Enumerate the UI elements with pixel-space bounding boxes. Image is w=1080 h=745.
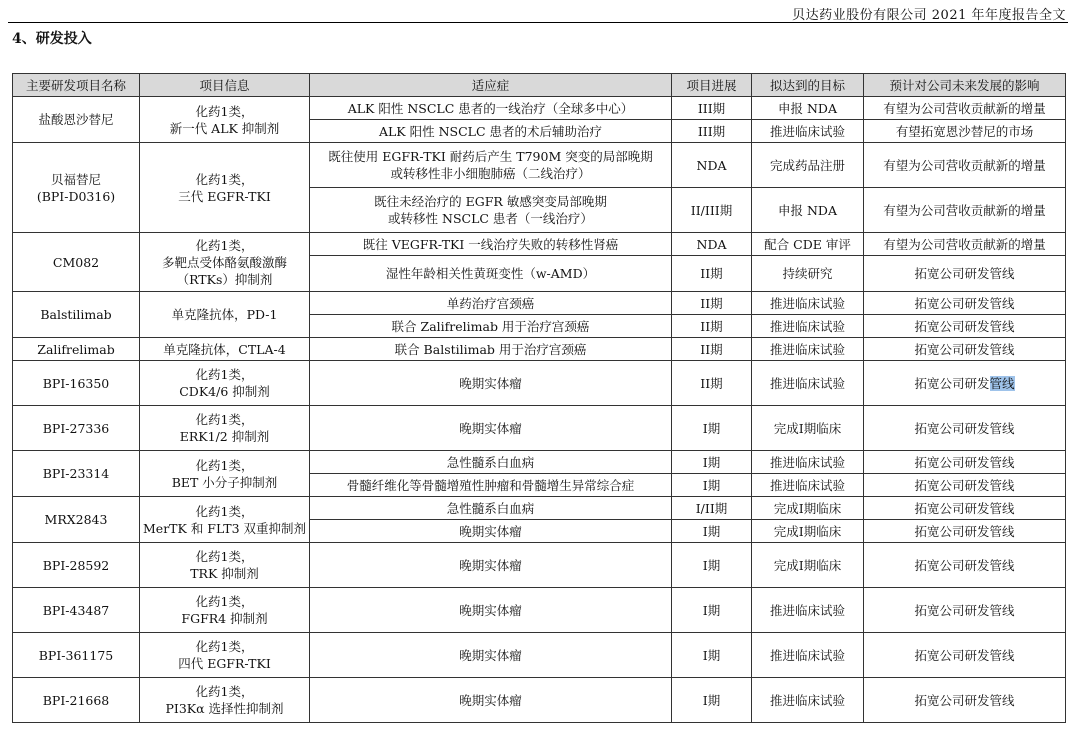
project-name: BPI-16350: [13, 361, 140, 406]
col-header-impact: 预计对公司未来发展的影响: [864, 74, 1066, 97]
stage: I期: [672, 474, 752, 497]
rd-projects-table: [12, 73, 1066, 723]
indication: ALK 阳性 NSCLC 患者的一线治疗（全球多中心）: [310, 97, 672, 120]
project-info: [140, 451, 310, 497]
indication: 湿性年龄相关性黄斑变性（w-AMD）: [310, 256, 672, 292]
goal: 申报 NDA: [752, 188, 864, 233]
indication: 晚期实体瘤: [310, 678, 672, 723]
indication: 骨髓纤维化等骨髓增殖性肿瘤和骨髓增生异常综合症: [310, 474, 672, 497]
info-line: 新一代 ALK 抑制剂: [169, 120, 280, 136]
indication: 晚期实体瘤: [310, 406, 672, 451]
impact: 拓宽公司研发管线: [864, 543, 1066, 588]
goal: 推进临床试验: [752, 120, 864, 143]
info-line: 化药1类，: [195, 367, 254, 382]
indication: 急性髓系白血病: [310, 451, 672, 474]
info-line: 化药1类，: [195, 412, 254, 427]
indication: 联合 Zalifrelimab 用于治疗宫颈癌: [310, 315, 672, 338]
stage: NDA: [672, 143, 752, 188]
stage: I期: [672, 678, 752, 723]
indication: 急性髓系白血病: [310, 497, 672, 520]
table-row: [13, 406, 1066, 451]
info-line: 化药1类，: [195, 171, 254, 187]
impact: 拓宽公司研发管线: [864, 315, 1066, 338]
project-name: CM082: [13, 233, 140, 292]
stage: III期: [672, 97, 752, 120]
goal: 完成I期临床: [752, 497, 864, 520]
header-divider: [8, 22, 1068, 23]
info-line: 四代 EGFR-TKI: [178, 656, 271, 671]
project-info: [140, 361, 310, 406]
indication: 晚期实体瘤: [310, 543, 672, 588]
goal: 完成I期临床: [752, 543, 864, 588]
impact: 拓宽公司研发管线: [864, 497, 1066, 520]
stage: II/III期: [672, 188, 752, 233]
info-line: 化药1类，: [195, 639, 254, 654]
project-name: Balstilimab: [13, 292, 140, 338]
stage: III期: [672, 120, 752, 143]
goal: 推进临床试验: [752, 292, 864, 315]
col-header-stage: 项目进展: [672, 74, 752, 97]
indication: 晚期实体瘤: [310, 633, 672, 678]
info-line: CDK4/6 抑制剂: [179, 384, 270, 399]
indication: 单药治疗宫颈癌: [310, 292, 672, 315]
goal: 推进临床试验: [752, 678, 864, 723]
goal: 完成I期临床: [752, 406, 864, 451]
info-line: （RTKs）抑制剂: [176, 271, 273, 287]
col-header-goal: 拟达到的目标: [752, 74, 864, 97]
project-name: 盐酸恩沙替尼: [13, 97, 140, 143]
indication-line: 或转移性非小细胞肺癌（二线治疗）: [390, 166, 591, 181]
name-line: 贝福替尼: [50, 171, 101, 187]
col-header-project: 主要研发项目名称: [13, 74, 140, 97]
project-info: [140, 497, 310, 543]
stage: II期: [672, 292, 752, 315]
project-name: BPI-361175: [13, 633, 140, 678]
goal: 推进临床试验: [752, 315, 864, 338]
table-row: [13, 143, 1066, 188]
impact: 有望为公司营收贡献新的增量: [864, 97, 1066, 120]
project-name: BPI-28592: [13, 543, 140, 588]
impact: 拓宽公司研发管线: [864, 338, 1066, 361]
table-row: [13, 497, 1066, 520]
stage: I期: [672, 451, 752, 474]
table-row: [13, 97, 1066, 120]
info-line: BET 小分子抑制剂: [171, 474, 278, 490]
goal: 完成I期临床: [752, 520, 864, 543]
info-line: 化药1类，: [195, 503, 254, 519]
project-name: BPI-43487: [13, 588, 140, 633]
col-header-info: 项目信息: [140, 74, 310, 97]
impact: 拓宽公司研发管线: [864, 292, 1066, 315]
impact: 拓宽公司研发管线: [864, 451, 1066, 474]
indication: [310, 188, 672, 233]
indication: 晚期实体瘤: [310, 361, 672, 406]
project-info: [140, 543, 310, 588]
impact: 有望为公司营收贡献新的增量: [864, 143, 1066, 188]
indication-line: 既往使用 EGFR-TKI 耐药后产生 T790M 突变的局部晚期: [328, 149, 653, 164]
impact: 拓宽公司研发管线: [864, 588, 1066, 633]
info-line: ERK1/2 抑制剂: [179, 429, 270, 444]
project-name: MRX2843: [13, 497, 140, 543]
info-line: 化药1类，: [195, 103, 254, 119]
goal: 推进临床试验: [752, 633, 864, 678]
stage: I期: [672, 588, 752, 633]
project-info: 单克隆抗体，PD-1: [140, 292, 310, 338]
indication-line: 既往未经治疗的 EGFR 敏感突变局部晚期: [374, 194, 607, 209]
stage: I期: [672, 520, 752, 543]
stage: II期: [672, 256, 752, 292]
project-name: BPI-27336: [13, 406, 140, 451]
project-info: [140, 633, 310, 678]
info-line: 多靶点受体酪氨酸激酶: [161, 254, 287, 270]
goal: 申报 NDA: [752, 97, 864, 120]
project-info: [140, 97, 310, 143]
goal: 推进临床试验: [752, 474, 864, 497]
info-line: 化药1类，: [195, 549, 254, 564]
info-line: 化药1类，: [195, 237, 254, 253]
project-info: [140, 678, 310, 723]
info-line: 三代 EGFR-TKI: [178, 188, 271, 204]
indication: [310, 143, 672, 188]
project-info: [140, 588, 310, 633]
project-name: BPI-23314: [13, 451, 140, 497]
name-line: (BPI-D0316): [36, 188, 116, 204]
info-line: TRK 抑制剂: [190, 566, 259, 581]
selected-text[interactable]: 管线: [989, 375, 1015, 391]
stage: I/II期: [672, 497, 752, 520]
table-row: [13, 338, 1066, 361]
indication: 晚期实体瘤: [310, 588, 672, 633]
project-info: [140, 406, 310, 451]
goal: 持续研究: [752, 256, 864, 292]
goal: 推进临床试验: [752, 338, 864, 361]
stage: I期: [672, 543, 752, 588]
impact: 拓宽公司研发管线: [864, 406, 1066, 451]
indication: 既往 VEGFR-TKI 一线治疗失败的转移性肾癌: [310, 233, 672, 256]
info-line: PI3Kα 选择性抑制剂: [165, 701, 284, 716]
goal: 推进临床试验: [752, 451, 864, 474]
info-line: 化药1类，: [195, 457, 254, 473]
info-line: FGFR4 抑制剂: [181, 611, 268, 626]
info-line: 化药1类，: [195, 684, 254, 699]
stage: I期: [672, 406, 752, 451]
impact-text: 拓宽公司研发: [914, 375, 990, 391]
project-info: 单克隆抗体，CTLA-4: [140, 338, 310, 361]
stage: II期: [672, 361, 752, 406]
project-name: BPI-21668: [13, 678, 140, 723]
project-name: [13, 143, 140, 233]
project-name: Zalifrelimab: [13, 338, 140, 361]
table-row: [13, 233, 1066, 256]
impact[interactable]: [864, 361, 1066, 406]
indication-line: 或转移性 NSCLC 患者（一线治疗）: [388, 211, 593, 226]
impact: 拓宽公司研发管线: [864, 633, 1066, 678]
table-row: [13, 451, 1066, 474]
table-row: [13, 543, 1066, 588]
indication: 晚期实体瘤: [310, 520, 672, 543]
table-row: [13, 361, 1066, 406]
col-header-indication: 适应症: [310, 74, 672, 97]
table-row: [13, 588, 1066, 633]
table-row: [13, 633, 1066, 678]
stage: I期: [672, 633, 752, 678]
report-header: 贝达药业股份有限公司 2021 年年度报告全文: [792, 8, 1066, 23]
goal: 完成药品注册: [752, 143, 864, 188]
info-line: 化药1类，: [195, 594, 254, 609]
impact: 有望拓宽恩沙替尼的市场: [864, 120, 1066, 143]
section-title: 4、研发投入: [12, 31, 92, 47]
goal: 配合 CDE 审评: [752, 233, 864, 256]
impact: 拓宽公司研发管线: [864, 474, 1066, 497]
stage: NDA: [672, 233, 752, 256]
project-info: [140, 143, 310, 233]
table-row: [13, 292, 1066, 315]
impact: 有望为公司营收贡献新的增量: [864, 188, 1066, 233]
stage: II期: [672, 315, 752, 338]
goal: 推进临床试验: [752, 588, 864, 633]
impact: 拓宽公司研发管线: [864, 256, 1066, 292]
table-header-row: [13, 74, 1066, 97]
impact: 拓宽公司研发管线: [864, 520, 1066, 543]
indication: 联合 Balstilimab 用于治疗宫颈癌: [310, 338, 672, 361]
stage: II期: [672, 338, 752, 361]
indication: ALK 阳性 NSCLC 患者的术后辅助治疗: [310, 120, 672, 143]
impact: 有望为公司营收贡献新的增量: [864, 233, 1066, 256]
impact: 拓宽公司研发管线: [864, 678, 1066, 723]
goal: 推进临床试验: [752, 361, 864, 406]
table-row: [13, 678, 1066, 723]
project-info: [140, 233, 310, 292]
info-line: MerTK 和 FLT3 双重抑制剂: [143, 520, 307, 536]
